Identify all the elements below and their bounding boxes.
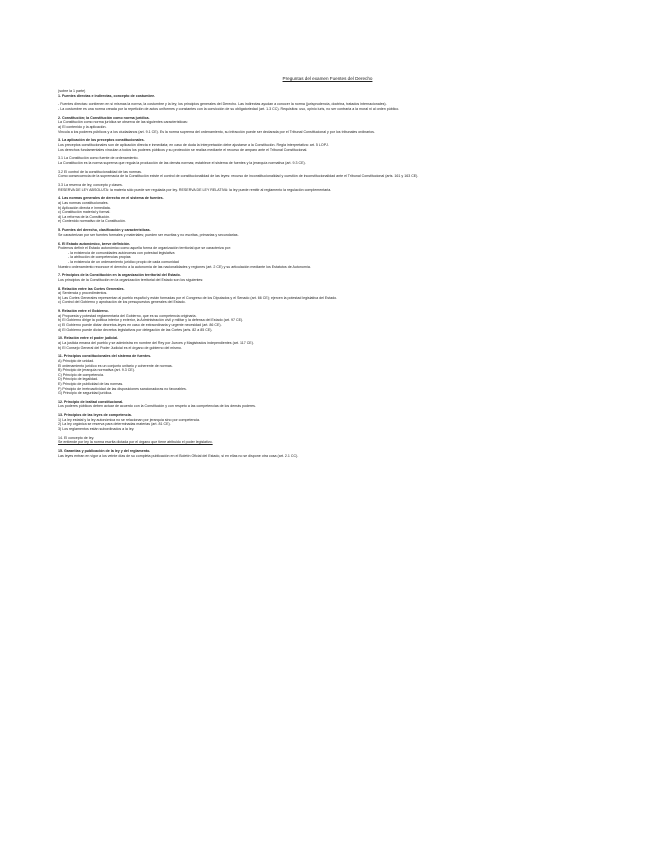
text-line: c) El Gobierno puede dictar decretos-leyes en caso de extraordinaria y urgente necesidad (art. 86 CE).: [58, 323, 222, 327]
section-heading: 2. Constitución; la Constitución como norma jurídica.: [58, 115, 150, 120]
text-line: B) Principio de jerarquía normativa (art. 9.3 CE).: [58, 368, 135, 373]
text-line: c) Control del Gobierno y aprobación de los presupuestos generales del Estado.: [58, 300, 186, 305]
text-line: F) Principio de irretroactividad de las disposiciones sancionadoras no favorables.: [58, 386, 187, 391]
text-line: E) Principio de publicidad de las normas.: [58, 381, 124, 386]
text-line: b) Las Cortes Generales representan al pueblo español y están formadas por el Congreso de los Diputados y el Senado (art. 66 CE); ejercen la potestad legislativa del Estado.: [58, 295, 338, 300]
section-heading: 12. Principio de lealtad constitucional.: [58, 399, 124, 404]
section-heading: 3. La aplicación de los preceptos constitucionales.: [58, 138, 145, 143]
text-line: Como consecuencia de la supremacía de la Constitución existe el control de constitucionalidad de las leyes: recurso de inconstitucionalidad y cuestión de inconstitucionalidad ante el Tribunal Constitucional (arts. 161 y 163 CE).: [58, 174, 419, 179]
text-line: A) Principio de unidad.: [58, 358, 95, 363]
text-line: El ordenamiento jurídico es un conjunto unitario y coherente de normas.: [58, 363, 173, 368]
text-line: Los poderes públicos deben actuar de acuerdo con la Constitución y con respeto a las competencias de los demás poderes.: [58, 404, 256, 409]
text-line: Las leyes entran en vigor a los veinte días de su completa publicación en el Boletín Oficial del Estado, si en ellas no se dispone otra cosa (art. 2.1 CC).: [58, 453, 299, 458]
text-line: C) Principio de competencia.: [58, 372, 104, 377]
text-line: b) El Gobierno dirige la política interior y exterior, la Administración civil y militar y la defensa del Estado (art. 97 CE).: [58, 318, 244, 323]
section-heading: 8. Relación entre las Cortes Generales.: [58, 286, 125, 291]
text-line: - la existencia de un ordenamiento jurídico propio de cada comunidad: [68, 259, 179, 264]
section-heading: 5. Fuentes del derecho, clasificación y características.: [58, 228, 151, 233]
section-heading: 15. Garantías y publicación de la ley y del reglamento.: [58, 449, 151, 454]
text-line: - La costumbre es una norma creada por la repetición de actos uniformes y constantes con la convicción de su obligatoriedad (art. 1.3 CC). Requisitos: uso, opinio iuris, no ser contraria a la moral ni al orden público.: [58, 106, 400, 111]
document-title: Preguntas del examen Fuentes del Derecho: [282, 76, 373, 81]
text-line: G) Principio de seguridad jurídica.: [58, 391, 113, 396]
section-heading: 13. Principios de las leyes de competencia.: [58, 413, 132, 418]
text-line: La Constitución como norma jurídica se observa de las siguientes características:: [58, 120, 188, 125]
text-line: (sobre la 1 parte): [58, 89, 86, 93]
text-line: a) Propuesta y potestad reglamentaria del Gobierno, que es su competencia originaria.: [58, 313, 197, 318]
section-heading: 6. El Estado autonómico, breve definición.: [58, 241, 131, 246]
section-heading: 7. Principios de la Constitución en la organización territorial del Estado.: [58, 273, 181, 278]
text-line: La Constitución es la norma suprema que regula la producción de las demás normas; establece el sistema de fuentes y la jerarquía normativa (art. 9.3 CE).: [58, 160, 306, 165]
text-line: 3.2 El control de la constitucionalidad de las normas.: [58, 169, 142, 174]
text-line: 3.1 La Constitución como fuente de ordenamiento.: [58, 156, 139, 161]
text-line: d) La reforma de la Constitución.: [58, 214, 111, 219]
text-line: Los principios de la Constitución en la organización territorial del Estado son los siguientes:: [58, 277, 204, 282]
text-line: a) La justicia emana del pueblo y se administra en nombre del Rey por Jueces y Magistrados independientes (art. 117 CE).: [58, 340, 254, 345]
text-line: c) Constitución material y formal.: [58, 210, 111, 215]
text-line: b) Aplicación directa e inmediata.: [58, 205, 111, 210]
section-heading: 4. Las normas generales de derecho en el sistema de fuentes.: [58, 196, 164, 201]
text-line: Los derechos fundamentales vinculan a todos los poderes públicos y su protección se realiza mediante el recurso de amparo ante el Tribunal Constitucional.: [58, 147, 308, 152]
text-line: Vincula a los poderes públicos y a los ciudadanos (art. 9.1 CE). Es la norma suprema del ordenamiento, su infracción puede ser declarada por el Tribunal Constitucional y por los tribunales ordinarios.: [58, 129, 375, 134]
text-line: a) Las normas constitucionales.: [58, 201, 109, 205]
text-line: b) El Consejo General del Poder Judicial es el órgano de gobierno del mismo.: [58, 345, 182, 350]
text-line: RESERVA DE LEY ABSOLUTA: la materia sólo puede ser regulada por ley. RESERVA DE LEY RELATIVA: la ley puede remitir al reglamento la regulación complementaria.: [58, 187, 332, 192]
section-heading: 1. Fuentes directas e indirectas, concepto de costumbre.: [58, 93, 156, 98]
text-line: Los preceptos constitucionales son de aplicación directa e inmediata; en caso de duda la interpretación debe ajustarse a la Constitución. Regla interpretativa: art. 5 LOPJ.: [58, 142, 329, 147]
text-line: 2) La ley orgánica se reserva para determinadas materias (art. 81 CE).: [58, 422, 171, 427]
text-line: - la existencia de comunidades autónomas con potestad legislativa: [68, 250, 175, 255]
text-line: a) Sentencia y procedimientos.: [58, 291, 108, 296]
text-line: Se entiende por ley la norma escrita dictada por el órgano que tiene atribuido el poder legislativo.: [58, 440, 213, 445]
text-line: e) Contenido normativo de la Constitución.: [58, 219, 126, 224]
text-line: - Fuentes directas: contienen en sí mismas la norma, la costumbre y la ley; los principios generales del Derecho. Las indirectas ayudan a conocer la norma (jurisprudencia, doctrina, tratados internacionales).: [58, 102, 387, 107]
document-body: [58, 89, 597, 458]
section-heading: 9. Relación entre el Gobierno.: [58, 309, 109, 314]
text-line: 1) La ley estatal y la ley autonómica no se relacionan por jerarquía sino por competencia.: [58, 417, 201, 422]
section-heading: 10. Relación entre el poder judicial.: [58, 336, 119, 341]
text-line: - la atribución de competencias propias: [68, 255, 131, 260]
text-line: Nuestro ordenamiento reconoce el derecho a la autonomía de las nacionalidades y regiones (art. 2 CE) y su articulación mediante los Estatutos de Autonomía.: [58, 264, 311, 269]
text-line: D) Principio de legalidad.: [58, 377, 98, 382]
section-heading: 11. Principios constitucionales del sistema de fuentes.: [58, 354, 152, 359]
text-line: d) El Gobierno puede dictar decretos legislativos por delegación de las Cortes (arts. 82 a 85 CE).: [58, 327, 213, 332]
text-line: 14. El concepto de ley.: [58, 435, 95, 440]
text-line: 3) Los reglamentos están subordinados a la ley.: [58, 427, 135, 432]
text-line: Podemos definir el Estado autonómico como aquella forma de organización territorial que se caracteriza por:: [58, 246, 231, 251]
text-line: Se caracterizan por ser fuentes formales y materiales; pueden ser escritas y no escritas, primarias y secundarias.: [58, 232, 239, 237]
text-line: 3.3 La reserva de ley, concepto y clases.: [58, 183, 123, 188]
text-line: a) El contenido y la aplicación.: [58, 124, 107, 129]
